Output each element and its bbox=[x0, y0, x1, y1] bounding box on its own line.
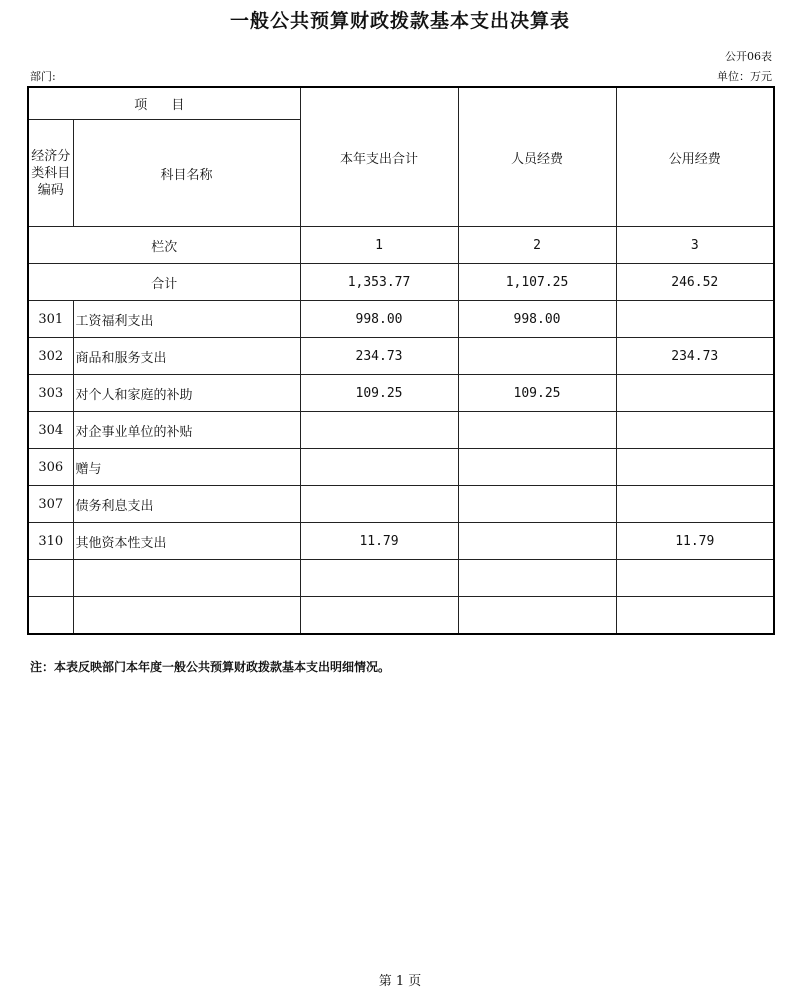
row-subject-name: 赠与 bbox=[73, 449, 300, 486]
table-row bbox=[28, 375, 774, 412]
total-public: 246.52 bbox=[616, 264, 774, 301]
row-public bbox=[616, 412, 774, 449]
department-label: 部门: bbox=[30, 70, 56, 83]
header-econ-code: 经济分类科目编码 bbox=[28, 120, 73, 227]
row-personnel bbox=[458, 486, 616, 523]
header-subject-name: 科目名称 bbox=[73, 120, 300, 227]
total-value: 1,353.77 bbox=[300, 264, 458, 301]
header-total: 本年支出合计 bbox=[300, 87, 458, 227]
row-total bbox=[300, 449, 458, 486]
column-index-row bbox=[28, 227, 774, 264]
table-row bbox=[28, 486, 774, 523]
column-index-1: 1 bbox=[300, 227, 458, 264]
row-total: 11.79 bbox=[300, 523, 458, 560]
row-personnel bbox=[458, 338, 616, 375]
row-code bbox=[28, 597, 73, 634]
row-code: 303 bbox=[28, 375, 73, 412]
page-number: 第 1 页 bbox=[378, 974, 422, 989]
row-subject-name bbox=[73, 560, 300, 597]
row-personnel bbox=[458, 412, 616, 449]
row-subject-name: 商品和服务支出 bbox=[73, 338, 300, 375]
row-code: 310 bbox=[28, 523, 73, 560]
row-subject-name bbox=[73, 597, 300, 634]
row-code: 304 bbox=[28, 412, 73, 449]
row-total: 998.00 bbox=[300, 301, 458, 338]
row-public bbox=[616, 301, 774, 338]
row-personnel bbox=[458, 560, 616, 597]
row-total bbox=[300, 560, 458, 597]
table-row bbox=[28, 301, 774, 338]
table-row bbox=[28, 412, 774, 449]
row-personnel: 109.25 bbox=[458, 375, 616, 412]
row-personnel bbox=[458, 449, 616, 486]
row-subject-name: 对个人和家庭的补助 bbox=[73, 375, 300, 412]
row-subject-name: 工资福利支出 bbox=[73, 301, 300, 338]
report-title: 一般公共预算财政拨款基本支出决算表 bbox=[229, 10, 570, 32]
expenditure-table bbox=[27, 86, 775, 635]
total-row bbox=[28, 264, 774, 301]
row-code: 301 bbox=[28, 301, 73, 338]
row-code: 306 bbox=[28, 449, 73, 486]
row-total: 109.25 bbox=[300, 375, 458, 412]
table-row bbox=[28, 560, 774, 597]
total-label: 合计 bbox=[28, 264, 300, 301]
row-subject-name: 债务利息支出 bbox=[73, 486, 300, 523]
row-subject-name: 其他资本性支出 bbox=[73, 523, 300, 560]
column-index-label: 栏次 bbox=[28, 227, 300, 264]
row-public bbox=[616, 375, 774, 412]
header-item: 项 目 bbox=[28, 87, 300, 120]
row-personnel: 998.00 bbox=[458, 301, 616, 338]
header-row-1 bbox=[28, 87, 774, 120]
row-subject-name: 对企事业单位的补贴 bbox=[73, 412, 300, 449]
row-code: 302 bbox=[28, 338, 73, 375]
row-public bbox=[616, 486, 774, 523]
row-code: 307 bbox=[28, 486, 73, 523]
table-row bbox=[28, 338, 774, 375]
row-public: 11.79 bbox=[616, 523, 774, 560]
table-row bbox=[28, 523, 774, 560]
column-index-3: 3 bbox=[616, 227, 774, 264]
header-public: 公用经费 bbox=[616, 87, 774, 227]
row-public bbox=[616, 597, 774, 634]
column-index-2: 2 bbox=[458, 227, 616, 264]
row-total: 234.73 bbox=[300, 338, 458, 375]
row-total bbox=[300, 412, 458, 449]
row-public: 234.73 bbox=[616, 338, 774, 375]
table-row bbox=[28, 597, 774, 634]
row-personnel bbox=[458, 523, 616, 560]
header-personnel: 人员经费 bbox=[458, 87, 616, 227]
row-public bbox=[616, 560, 774, 597]
unit-label: 单位：万元 bbox=[717, 70, 772, 83]
row-code bbox=[28, 560, 73, 597]
footnote: 注：本表反映部门本年度一般公共预算财政拨款基本支出明细情况。 bbox=[30, 660, 391, 674]
row-personnel bbox=[458, 597, 616, 634]
row-total bbox=[300, 597, 458, 634]
form-code: 公开06表 bbox=[725, 50, 772, 63]
table-row bbox=[28, 449, 774, 486]
row-total bbox=[300, 486, 458, 523]
total-personnel: 1,107.25 bbox=[458, 264, 616, 301]
row-public bbox=[616, 449, 774, 486]
